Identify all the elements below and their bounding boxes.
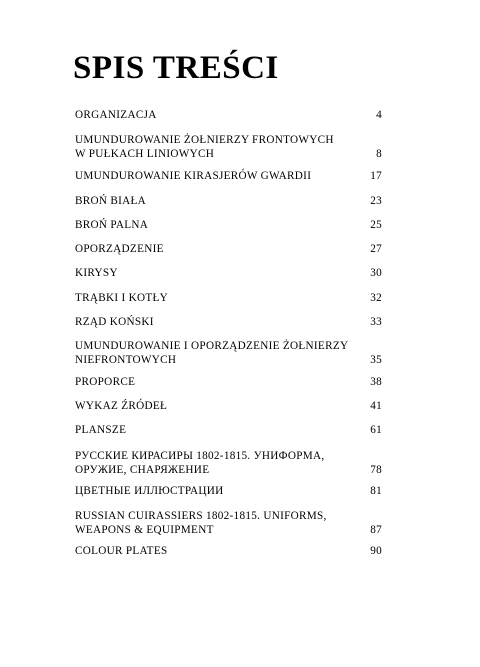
toc-entry <box>75 399 382 413</box>
toc-entry <box>75 242 382 256</box>
toc-entry-page-number: 61 <box>370 424 382 436</box>
toc-entry-title-line: KIRYSY <box>75 267 118 279</box>
toc-entry-title-line: РУССКИЕ КИРАСИРЫ 1802-1815. УНИФОРМА, <box>75 450 325 462</box>
toc-entry-title-line: WYKAZ ŹRÓDEŁ <box>75 400 168 412</box>
toc-entry-title-line: ОРУЖИЕ, СНАРЯЖЕНИЕ <box>75 464 210 476</box>
toc-entry-page-number: 30 <box>370 267 382 279</box>
toc-entry <box>75 266 382 280</box>
toc-entry-title-line: BROŃ BIAŁA <box>75 195 147 207</box>
toc-entry-title-line: RUSSIAN CUIRASSIERS 1802-1815. UNIFORMS, <box>75 510 327 522</box>
toc-entry-page-number: 87 <box>370 524 382 536</box>
toc-entry <box>75 339 382 367</box>
toc-entry-title-line: RZĄD KOŃSKI <box>75 316 154 328</box>
toc-entry-title-line: UMUNDUROWANIE KIRASJERÓW GWARDII <box>75 170 312 182</box>
toc-entry <box>75 218 382 232</box>
toc-entry <box>75 315 382 329</box>
toc-entry-page-number: 25 <box>370 219 382 231</box>
toc-entry-title-line: BROŃ PALNA <box>75 219 149 231</box>
toc-entry <box>75 108 382 122</box>
toc-entry <box>75 484 382 498</box>
toc-entry-title-line: WEAPONS & EQUIPMENT <box>75 524 214 536</box>
toc-entry-page-number: 41 <box>370 400 382 412</box>
toc-entry <box>75 133 382 161</box>
toc-entry-page-number: 78 <box>370 464 382 476</box>
toc-entry <box>75 291 382 305</box>
toc-entry-page-number: 90 <box>370 545 382 557</box>
toc-entry <box>75 375 382 389</box>
toc-entry-page-number: 4 <box>376 109 382 121</box>
toc-entry-page-number: 33 <box>370 316 382 328</box>
toc-entry-page-number: 81 <box>370 485 382 497</box>
toc-entry-page-number: 8 <box>376 148 382 160</box>
toc-entry-page-number: 17 <box>370 170 382 182</box>
toc-entry-title-line: W PUŁKACH LINIOWYCH <box>75 148 215 160</box>
toc-entry <box>75 169 382 183</box>
page-title: SPIS TREŚCI <box>73 50 279 86</box>
toc-entry-title-line: NIEFRONTOWYCH <box>75 354 177 366</box>
toc-entry-title-line: PLANSZE <box>75 424 127 436</box>
toc-entry-title-line: TRĄBKI I KOTŁY <box>75 292 169 304</box>
toc-entry <box>75 194 382 208</box>
toc-entry-title-line: COLOUR PLATES <box>75 545 168 557</box>
toc-entry <box>75 423 382 437</box>
toc-entry-title-line: PROPORCE <box>75 376 136 388</box>
toc-entry-title-line: UMUNDUROWANIE I OPORZĄDZENIE ŻOŁNIERZY <box>75 340 349 352</box>
toc-entry-title-line: ЦВЕТНЫЕ ИЛЛЮСТРАЦИИ <box>75 485 224 497</box>
toc-entry-page-number: 23 <box>370 195 382 207</box>
toc-entry-page-number: 32 <box>370 292 382 304</box>
toc-entry <box>75 544 382 558</box>
toc-entry-page-number: 35 <box>370 354 382 366</box>
toc-entry <box>75 449 382 477</box>
toc-entry-title-line: OPORZĄDZENIE <box>75 243 164 255</box>
toc-entry-page-number: 27 <box>370 243 382 255</box>
toc-entry-title-line: ORGANIZACJA <box>75 109 157 121</box>
toc-entry-title-line: UMUNDUROWANIE ŻOŁNIERZY FRONTOWYCH <box>75 134 334 146</box>
toc-entry-page-number: 38 <box>370 376 382 388</box>
toc-entry <box>75 509 382 537</box>
